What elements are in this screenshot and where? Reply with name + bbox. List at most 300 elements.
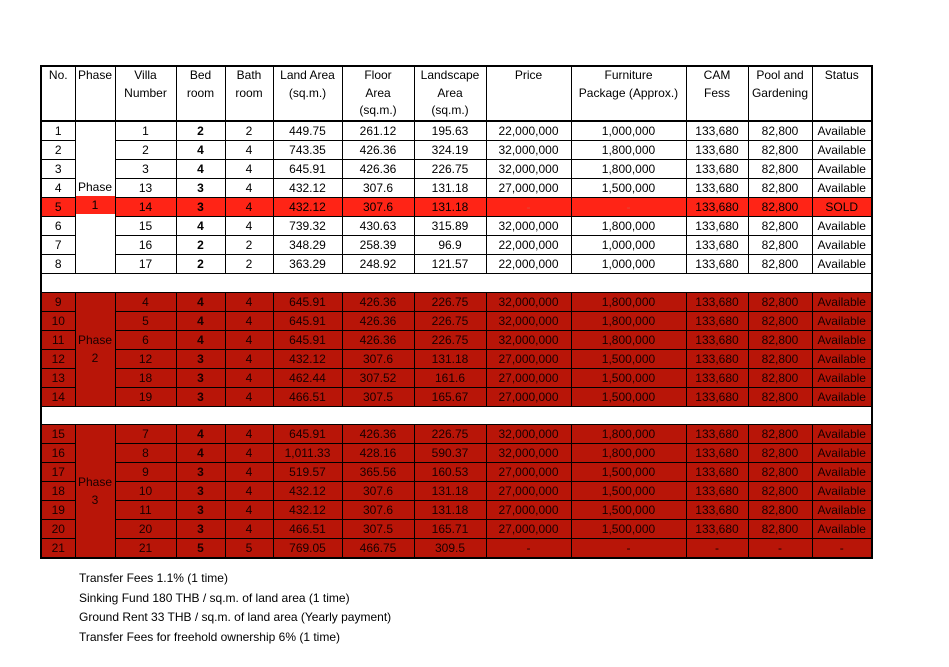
- cell-villa: 13: [115, 179, 176, 198]
- cell-land: 645.91: [273, 311, 342, 330]
- cell-price: -: [486, 198, 571, 217]
- cell-price: 32,000,000: [486, 292, 571, 311]
- column-header-line: Phase: [77, 68, 113, 82]
- phase-label: [76, 473, 115, 509]
- cell-bath: 4: [225, 179, 273, 198]
- column-header-line: Price: [514, 68, 543, 82]
- column-header-line: CAM: [703, 68, 731, 82]
- cell-no: 11: [41, 330, 75, 349]
- column-header-line: room: [186, 85, 215, 100]
- cell-villa: 8: [115, 444, 176, 463]
- cell-pool: 82,800: [748, 160, 812, 179]
- cell-bed: 4: [176, 160, 225, 179]
- cell-land: 432.12: [273, 198, 342, 217]
- table-row: [41, 482, 872, 501]
- table-row: [41, 330, 872, 349]
- cell-status: Available: [812, 292, 872, 311]
- cell-furniture: -: [571, 539, 686, 559]
- cell-status: SOLD: [812, 198, 872, 217]
- cell-furniture: 1,000,000: [571, 255, 686, 274]
- cell-no: 8: [41, 255, 75, 274]
- villa-price-table: [40, 65, 873, 559]
- cell-villa: 17: [115, 255, 176, 274]
- table-row: [41, 368, 872, 387]
- cell-villa: 21: [115, 539, 176, 559]
- cell-pool: 82,800: [748, 330, 812, 349]
- column-header-price: [486, 66, 571, 121]
- cell-villa: 6: [115, 330, 176, 349]
- cell-cam: 133,680: [686, 160, 748, 179]
- cell-villa: 9: [115, 463, 176, 482]
- cell-bath: 4: [225, 330, 273, 349]
- cell-furniture: 1,800,000: [571, 425, 686, 444]
- phase-label-word: Phase: [77, 475, 113, 489]
- cell-floor: 307.52: [342, 368, 414, 387]
- cell-bath: 4: [225, 425, 273, 444]
- cell-floor: 365.56: [342, 463, 414, 482]
- cell-landscape: 315.89: [414, 217, 486, 236]
- cell-villa: 5: [115, 311, 176, 330]
- cell-price: 32,000,000: [486, 311, 571, 330]
- cell-bed: 4: [176, 141, 225, 160]
- cell-floor: 426.36: [342, 330, 414, 349]
- phase-separator: [41, 274, 872, 293]
- cell-no: 14: [41, 387, 75, 406]
- cell-bath: 4: [225, 368, 273, 387]
- cell-villa: 20: [115, 520, 176, 539]
- cell-bath: 2: [225, 121, 273, 141]
- cell-villa: 16: [115, 236, 176, 255]
- cell-pool: 82,800: [748, 179, 812, 198]
- cell-pool: 82,800: [748, 387, 812, 406]
- cell-price: 32,000,000: [486, 444, 571, 463]
- cell-pool: 82,800: [748, 255, 812, 274]
- cell-bed: 2: [176, 255, 225, 274]
- column-header-status: [812, 66, 872, 121]
- cell-status: Available: [812, 501, 872, 520]
- cell-pool: 82,800: [748, 141, 812, 160]
- cell-landscape: 590.37: [414, 444, 486, 463]
- cell-cam: 133,680: [686, 520, 748, 539]
- column-header-line: Pool and: [756, 68, 804, 82]
- cell-landscape: 121.57: [414, 255, 486, 274]
- cell-cam: 133,680: [686, 255, 748, 274]
- cell-bath: 4: [225, 444, 273, 463]
- column-header-line: (sq.m.): [288, 85, 327, 100]
- cell-villa: 2: [115, 141, 176, 160]
- cell-price: 32,000,000: [486, 141, 571, 160]
- cell-bath: 4: [225, 387, 273, 406]
- cell-furniture: -: [571, 198, 686, 217]
- cell-floor: 307.5: [342, 520, 414, 539]
- table-row: [41, 539, 872, 559]
- cell-landscape: 131.18: [414, 198, 486, 217]
- column-header-line: Fess: [703, 85, 730, 100]
- cell-price: 27,000,000: [486, 501, 571, 520]
- cell-furniture: 1,800,000: [571, 160, 686, 179]
- cell-villa: 19: [115, 387, 176, 406]
- separator-cell: [41, 274, 872, 293]
- cell-landscape: 226.75: [414, 292, 486, 311]
- cell-status: Available: [812, 349, 872, 368]
- cell-furniture: 1,800,000: [571, 311, 686, 330]
- cell-pool: 82,800: [748, 121, 812, 141]
- cell-status: Available: [812, 368, 872, 387]
- cell-cam: 133,680: [686, 179, 748, 198]
- cell-no: 16: [41, 444, 75, 463]
- cell-cam: 133,680: [686, 425, 748, 444]
- column-header-line: Bath: [236, 68, 262, 82]
- cell-villa: 18: [115, 368, 176, 387]
- phase-label-number: 1: [75, 196, 115, 214]
- cell-cam: 133,680: [686, 330, 748, 349]
- cell-status: Available: [812, 463, 872, 482]
- cell-status: Available: [812, 444, 872, 463]
- cell-land: 769.05: [273, 539, 342, 559]
- cell-pool: 82,800: [748, 482, 812, 501]
- cell-bath: 4: [225, 311, 273, 330]
- cell-landscape: 165.67: [414, 387, 486, 406]
- cell-floor: 466.75: [342, 539, 414, 559]
- cell-status: Available: [812, 179, 872, 198]
- column-header-line: (sq.m.): [359, 103, 397, 117]
- cell-pool: 82,800: [748, 217, 812, 236]
- cell-floor: 426.36: [342, 311, 414, 330]
- cell-floor: 426.36: [342, 141, 414, 160]
- cell-land: 466.51: [273, 520, 342, 539]
- cell-price: 22,000,000: [486, 236, 571, 255]
- cell-bed: 3: [176, 482, 225, 501]
- cell-price: 32,000,000: [486, 160, 571, 179]
- cell-price: 27,000,000: [486, 349, 571, 368]
- cell-price: 27,000,000: [486, 482, 571, 501]
- cell-price: 27,000,000: [486, 520, 571, 539]
- column-header-line: room: [235, 85, 263, 100]
- cell-bed: 4: [176, 217, 225, 236]
- cell-bath: 4: [225, 292, 273, 311]
- note-transfer-fees: Transfer Fees 1.1% (1 time): [79, 571, 228, 585]
- cell-bath: 4: [225, 463, 273, 482]
- cell-bath: 4: [225, 482, 273, 501]
- fee-notes: [79, 569, 391, 647]
- table-body: [41, 121, 872, 558]
- phase-cell: [75, 425, 115, 559]
- cell-pool: 82,800: [748, 198, 812, 217]
- cell-furniture: 1,800,000: [571, 141, 686, 160]
- cell-bed: 5: [176, 539, 225, 559]
- note-freehold-transfer-fees: Transfer Fees for freehold ownership 6% (1 time): [79, 629, 340, 644]
- cell-bed: 2: [176, 121, 225, 141]
- column-header-line: Area: [365, 85, 391, 100]
- column-header-line: No.: [48, 68, 68, 82]
- cell-villa: 11: [115, 501, 176, 520]
- cell-landscape: 160.53: [414, 463, 486, 482]
- cell-landscape: 226.75: [414, 330, 486, 349]
- cell-pool: 82,800: [748, 463, 812, 482]
- cell-pool: 82,800: [748, 501, 812, 520]
- table-row: [41, 387, 872, 406]
- cell-no: 6: [41, 217, 75, 236]
- cell-bed: 2: [176, 236, 225, 255]
- cell-cam: 133,680: [686, 387, 748, 406]
- cell-furniture: 1,500,000: [571, 387, 686, 406]
- cell-furniture: 1,800,000: [571, 444, 686, 463]
- cell-status: Available: [812, 425, 872, 444]
- cell-furniture: 1,500,000: [571, 482, 686, 501]
- cell-bed: 4: [176, 444, 225, 463]
- separator-cell: [41, 406, 872, 425]
- cell-price: 27,000,000: [486, 387, 571, 406]
- cell-no: 19: [41, 501, 75, 520]
- cell-bed: 4: [176, 311, 225, 330]
- cell-status: Available: [812, 387, 872, 406]
- cell-cam: 133,680: [686, 501, 748, 520]
- cell-cam: 133,680: [686, 482, 748, 501]
- column-header-line: Status: [824, 68, 859, 82]
- column-header-line: Area: [437, 85, 463, 100]
- cell-price: 22,000,000: [486, 121, 571, 141]
- cell-status: Available: [812, 236, 872, 255]
- cell-cam: 133,680: [686, 198, 748, 217]
- cell-floor: 307.6: [342, 198, 414, 217]
- table-row: [41, 501, 872, 520]
- cell-no: 13: [41, 368, 75, 387]
- cell-land: 739.32: [273, 217, 342, 236]
- table-row: [41, 425, 872, 444]
- column-header-pool-gardening: [748, 66, 812, 121]
- table-row: [41, 444, 872, 463]
- cell-bath: 4: [225, 141, 273, 160]
- cell-cam: 133,680: [686, 217, 748, 236]
- cell-pool: 82,800: [748, 236, 812, 255]
- cell-bed: 4: [176, 425, 225, 444]
- cell-floor: 426.36: [342, 425, 414, 444]
- cell-bed: 4: [176, 292, 225, 311]
- cell-status: Available: [812, 160, 872, 179]
- cell-bed: 3: [176, 368, 225, 387]
- cell-landscape: 131.18: [414, 349, 486, 368]
- cell-bath: 4: [225, 217, 273, 236]
- cell-landscape: 131.18: [414, 482, 486, 501]
- table-row: [41, 255, 872, 274]
- cell-land: 645.91: [273, 292, 342, 311]
- cell-status: Available: [812, 482, 872, 501]
- column-header-line: Furniture: [604, 68, 653, 82]
- cell-no: 1: [41, 121, 75, 141]
- cell-bed: 3: [176, 349, 225, 368]
- cell-cam: 133,680: [686, 121, 748, 141]
- column-header-line: Number: [124, 85, 167, 100]
- cell-bed: 3: [176, 520, 225, 539]
- cell-pool: -: [748, 539, 812, 559]
- column-header-furniture-package: [571, 66, 686, 121]
- cell-bed: 3: [176, 463, 225, 482]
- table-row: [41, 179, 872, 198]
- cell-status: Available: [812, 217, 872, 236]
- cell-landscape: 195.63: [414, 121, 486, 141]
- cell-bed: 3: [176, 387, 225, 406]
- cell-furniture: 1,500,000: [571, 349, 686, 368]
- phase-label-number: 3: [91, 493, 99, 507]
- cell-bath: 4: [225, 501, 273, 520]
- cell-floor: 307.5: [342, 387, 414, 406]
- cell-furniture: 1,000,000: [571, 121, 686, 141]
- cell-cam: 133,680: [686, 141, 748, 160]
- cell-price: 27,000,000: [486, 179, 571, 198]
- phase-separator: [41, 406, 872, 425]
- cell-land: 466.51: [273, 387, 342, 406]
- cell-bath: 5: [225, 539, 273, 559]
- cell-floor: 430.63: [342, 217, 414, 236]
- cell-bath: 4: [225, 520, 273, 539]
- cell-furniture: 1,500,000: [571, 463, 686, 482]
- column-header-villa-number: [115, 66, 176, 121]
- cell-no: 10: [41, 311, 75, 330]
- cell-land: 363.29: [273, 255, 342, 274]
- cell-landscape: 226.75: [414, 311, 486, 330]
- cell-price: 32,000,000: [486, 425, 571, 444]
- cell-no: 7: [41, 236, 75, 255]
- cell-price: 22,000,000: [486, 255, 571, 274]
- cell-land: 348.29: [273, 236, 342, 255]
- cell-price: 27,000,000: [486, 463, 571, 482]
- cell-villa: 14: [115, 198, 176, 217]
- cell-price: 32,000,000: [486, 330, 571, 349]
- cell-no: 17: [41, 463, 75, 482]
- cell-no: 2: [41, 141, 75, 160]
- cell-no: 3: [41, 160, 75, 179]
- table-row: [41, 160, 872, 179]
- cell-villa: 10: [115, 482, 176, 501]
- cell-land: 432.12: [273, 349, 342, 368]
- table-row: [41, 217, 872, 236]
- cell-price: 27,000,000: [486, 368, 571, 387]
- cell-no: 9: [41, 292, 75, 311]
- cell-villa: 15: [115, 217, 176, 236]
- column-header-line: Landscape: [420, 68, 480, 82]
- phase-label-word: Phase: [77, 333, 113, 347]
- cell-bed: 4: [176, 330, 225, 349]
- phase-cell: [75, 121, 115, 274]
- cell-no: 20: [41, 520, 75, 539]
- column-header-floor-area: [342, 66, 414, 121]
- cell-bath: 4: [225, 160, 273, 179]
- cell-status: Available: [812, 255, 872, 274]
- cell-cam: 133,680: [686, 236, 748, 255]
- table-row: [41, 349, 872, 368]
- cell-pool: 82,800: [748, 444, 812, 463]
- cell-no: 5: [41, 198, 75, 217]
- cell-floor: 426.36: [342, 160, 414, 179]
- table-row: [41, 121, 872, 141]
- cell-floor: 426.36: [342, 292, 414, 311]
- cell-furniture: 1,500,000: [571, 501, 686, 520]
- cell-status: Available: [812, 141, 872, 160]
- cell-landscape: 96.9: [414, 236, 486, 255]
- phase-label: [76, 122, 115, 214]
- cell-floor: 307.6: [342, 501, 414, 520]
- cell-villa: 3: [115, 160, 176, 179]
- cell-status: Available: [812, 330, 872, 349]
- cell-furniture: 1,500,000: [571, 179, 686, 198]
- cell-villa: 7: [115, 425, 176, 444]
- cell-status: -: [812, 539, 872, 559]
- cell-pool: 82,800: [748, 368, 812, 387]
- cell-furniture: 1,800,000: [571, 330, 686, 349]
- table-row: [41, 520, 872, 539]
- cell-bath: 4: [225, 349, 273, 368]
- cell-landscape: 226.75: [414, 425, 486, 444]
- cell-land: 449.75: [273, 121, 342, 141]
- cell-floor: 261.12: [342, 121, 414, 141]
- cell-price: 32,000,000: [486, 217, 571, 236]
- cell-cam: 133,680: [686, 444, 748, 463]
- cell-land: 432.12: [273, 482, 342, 501]
- column-header-line: Package (Approx.): [578, 85, 679, 100]
- cell-status: Available: [812, 121, 872, 141]
- table-row: [41, 311, 872, 330]
- cell-pool: 82,800: [748, 292, 812, 311]
- cell-bed: 3: [176, 179, 225, 198]
- table-header-row: [41, 66, 872, 121]
- cell-floor: 258.39: [342, 236, 414, 255]
- table-row: [41, 236, 872, 255]
- phase-label-word: Phase: [77, 179, 113, 194]
- cell-land: 432.12: [273, 179, 342, 198]
- cell-landscape: 324.19: [414, 141, 486, 160]
- cell-land: 462.44: [273, 368, 342, 387]
- cell-land: 1,011.33: [273, 444, 342, 463]
- column-header-line: Land Area: [280, 68, 335, 82]
- cell-no: 12: [41, 349, 75, 368]
- cell-no: 4: [41, 179, 75, 198]
- cell-landscape: 165.71: [414, 520, 486, 539]
- cell-bath: 4: [225, 198, 273, 217]
- phase-label: [76, 331, 115, 367]
- cell-furniture: 1,500,000: [571, 520, 686, 539]
- cell-land: 645.91: [273, 425, 342, 444]
- cell-no: 21: [41, 539, 75, 559]
- cell-cam: 133,680: [686, 292, 748, 311]
- cell-villa: 4: [115, 292, 176, 311]
- cell-villa: 12: [115, 349, 176, 368]
- cell-bath: 2: [225, 255, 273, 274]
- cell-furniture: 1,000,000: [571, 236, 686, 255]
- table-row: [41, 198, 872, 217]
- column-header-land-area: [273, 66, 342, 121]
- note-ground-rent: Ground Rent 33 THB / sq.m. of land area (Yearly payment): [79, 610, 392, 624]
- cell-pool: 82,800: [748, 425, 812, 444]
- column-header-line: Villa: [134, 68, 157, 82]
- table-row: [41, 463, 872, 482]
- cell-status: Available: [812, 520, 872, 539]
- table-row: [41, 141, 872, 160]
- cell-land: 432.12: [273, 501, 342, 520]
- cell-no: 18: [41, 482, 75, 501]
- column-header-cam-fees: [686, 66, 748, 121]
- cell-bed: 3: [176, 501, 225, 520]
- cell-land: 645.91: [273, 160, 342, 179]
- cell-land: 519.57: [273, 463, 342, 482]
- cell-cam: -: [686, 539, 748, 559]
- cell-cam: 133,680: [686, 463, 748, 482]
- cell-landscape: 161.6: [414, 368, 486, 387]
- cell-floor: 248.92: [342, 255, 414, 274]
- cell-landscape: 131.18: [414, 501, 486, 520]
- column-header-line: Gardening: [751, 85, 809, 100]
- cell-landscape: 131.18: [414, 179, 486, 198]
- column-header-bathroom: [225, 66, 273, 121]
